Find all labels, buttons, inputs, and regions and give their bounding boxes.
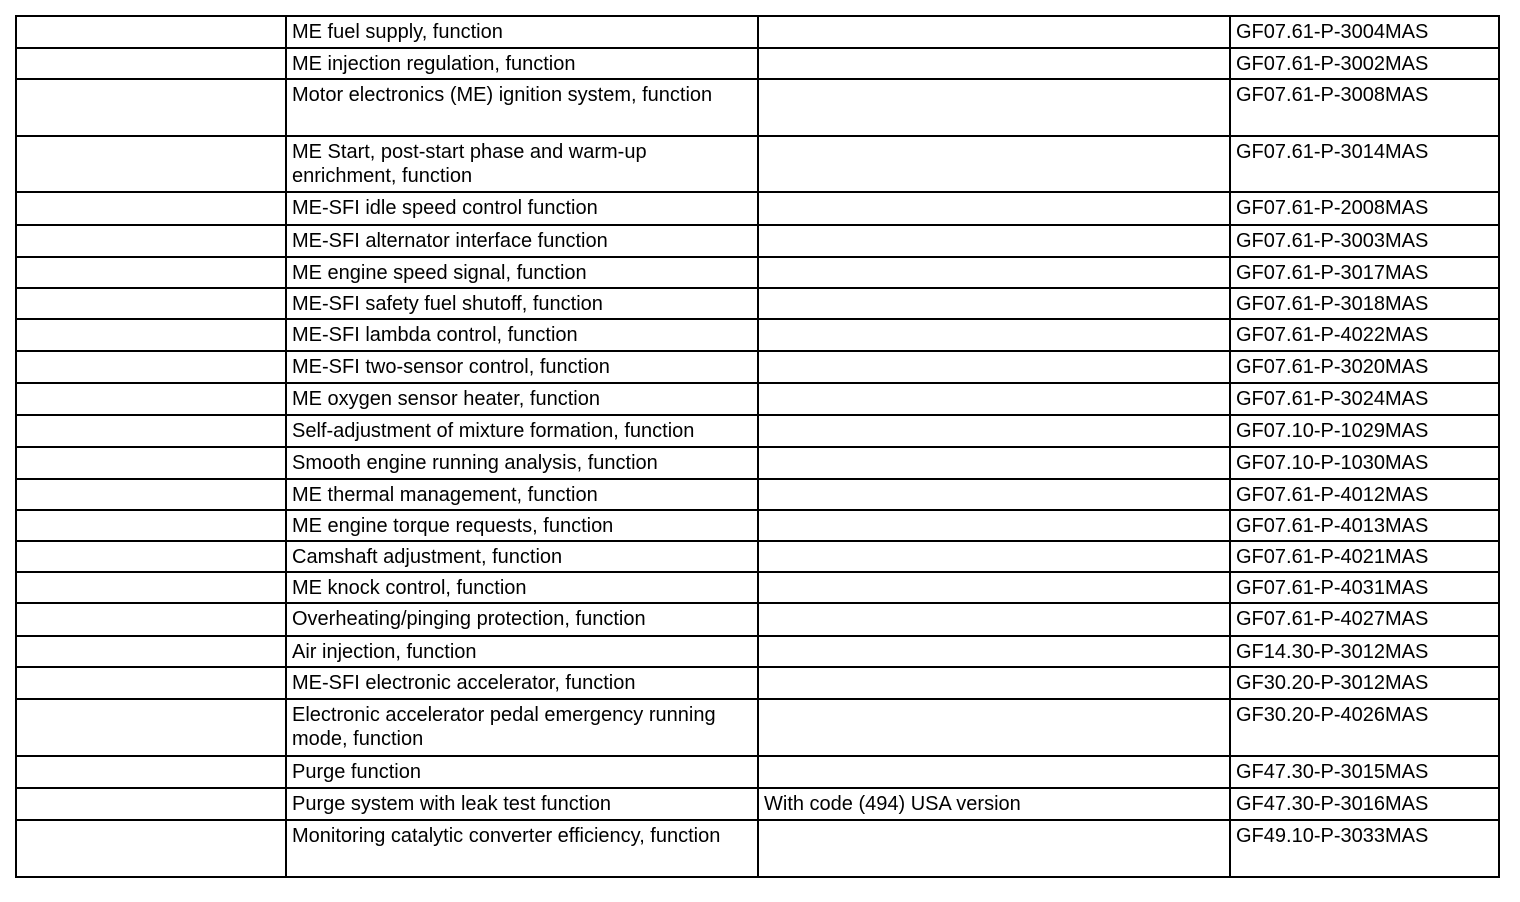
document-code-cell: GF14.30-P-3012MAS [1230,636,1499,667]
condition-cell [758,288,1230,319]
condition-cell [758,667,1230,699]
function-cell: ME Start, post-start phase and warm-up enrichment, function [286,136,758,192]
table-row [16,415,1499,447]
document-code-cell: GF07.61-P-3003MAS [1230,225,1499,257]
empty-cell [16,16,286,48]
function-cell: ME-SFI idle speed control function [286,192,758,225]
document-code-cell: GF07.61-P-3020MAS [1230,351,1499,383]
table-row [16,351,1499,383]
empty-cell [16,636,286,667]
table-row [16,136,1499,192]
document-code-cell: GF07.61-P-2008MAS [1230,192,1499,225]
document-code-cell: GF49.10-P-3033MAS [1230,820,1499,877]
document-code-cell: GF07.61-P-3004MAS [1230,16,1499,48]
empty-cell [16,603,286,636]
empty-cell [16,667,286,699]
table-row [16,820,1499,877]
empty-cell [16,192,286,225]
condition-cell [758,383,1230,415]
function-cell: ME engine torque requests, function [286,510,758,541]
document-code-cell: GF07.61-P-3018MAS [1230,288,1499,319]
function-cell: Overheating/pinging protection, function [286,603,758,636]
table-row [16,288,1499,319]
empty-cell [16,479,286,510]
function-cell: ME-SFI electronic accelerator, function [286,667,758,699]
document-code-cell: GF30.20-P-4026MAS [1230,699,1499,756]
empty-cell [16,351,286,383]
function-cell: Self-adjustment of mixture formation, function [286,415,758,447]
table-row [16,319,1499,351]
empty-cell [16,447,286,479]
condition-cell [758,79,1230,136]
function-cell: ME injection regulation, function [286,48,758,79]
function-cell: ME-SFI lambda control, function [286,319,758,351]
table-row [16,383,1499,415]
condition-cell [758,636,1230,667]
empty-cell [16,48,286,79]
function-cell: Electronic accelerator pedal emergency running mode, function [286,699,758,756]
table-row [16,257,1499,288]
document-code-cell: GF07.61-P-4013MAS [1230,510,1499,541]
table-row [16,447,1499,479]
function-cell: ME fuel supply, function [286,16,758,48]
table-row [16,48,1499,79]
document-code-cell: GF47.30-P-3015MAS [1230,756,1499,788]
function-cell: Camshaft adjustment, function [286,541,758,572]
document-code-cell: GF07.61-P-4027MAS [1230,603,1499,636]
function-cell: ME-SFI safety fuel shutoff, function [286,288,758,319]
function-document-table [15,15,1500,878]
function-cell: Purge function [286,756,758,788]
document-code-cell: GF07.61-P-4022MAS [1230,319,1499,351]
empty-cell [16,319,286,351]
table-row [16,225,1499,257]
function-cell: ME-SFI two-sensor control, function [286,351,758,383]
empty-cell [16,415,286,447]
table-row [16,788,1499,820]
document-code-cell: GF07.61-P-4021MAS [1230,541,1499,572]
function-cell: ME knock control, function [286,572,758,603]
table-row [16,79,1499,136]
document-code-cell: GF07.61-P-4031MAS [1230,572,1499,603]
condition-cell [758,225,1230,257]
table-body [16,16,1499,877]
function-cell: ME thermal management, function [286,479,758,510]
condition-cell [758,510,1230,541]
empty-cell [16,510,286,541]
condition-cell [758,447,1230,479]
empty-cell [16,383,286,415]
condition-cell: With code (494) USA version [758,788,1230,820]
function-cell: Motor electronics (ME) ignition system, function [286,79,758,136]
condition-cell [758,192,1230,225]
document-code-cell: GF07.61-P-3024MAS [1230,383,1499,415]
table-row [16,479,1499,510]
function-cell: Monitoring catalytic converter efficiency, function [286,820,758,877]
condition-cell [758,351,1230,383]
table-row [16,636,1499,667]
condition-cell [758,479,1230,510]
function-cell: ME engine speed signal, function [286,257,758,288]
document-code-cell: GF07.61-P-3008MAS [1230,79,1499,136]
function-cell: Purge system with leak test function [286,788,758,820]
document-code-cell: GF30.20-P-3012MAS [1230,667,1499,699]
function-cell: Air injection, function [286,636,758,667]
function-cell: ME-SFI alternator interface function [286,225,758,257]
condition-cell [758,48,1230,79]
document-code-cell: GF07.61-P-3002MAS [1230,48,1499,79]
table-row [16,572,1499,603]
empty-cell [16,820,286,877]
condition-cell [758,16,1230,48]
document-code-cell: GF47.30-P-3016MAS [1230,788,1499,820]
condition-cell [758,541,1230,572]
condition-cell [758,319,1230,351]
empty-cell [16,225,286,257]
document-code-cell: GF07.61-P-4012MAS [1230,479,1499,510]
condition-cell [758,699,1230,756]
table-row [16,603,1499,636]
empty-cell [16,136,286,192]
table-row [16,699,1499,756]
empty-cell [16,699,286,756]
condition-cell [758,257,1230,288]
condition-cell [758,415,1230,447]
table-row [16,16,1499,48]
empty-cell [16,79,286,136]
empty-cell [16,288,286,319]
condition-cell [758,572,1230,603]
empty-cell [16,257,286,288]
document-code-cell: GF07.61-P-3017MAS [1230,257,1499,288]
condition-cell [758,820,1230,877]
function-cell: Smooth engine running analysis, function [286,447,758,479]
empty-cell [16,788,286,820]
table-row [16,192,1499,225]
empty-cell [16,756,286,788]
empty-cell [16,541,286,572]
table-row [16,541,1499,572]
table-row [16,510,1499,541]
function-cell: ME oxygen sensor heater, function [286,383,758,415]
condition-cell [758,756,1230,788]
document-code-cell: GF07.10-P-1029MAS [1230,415,1499,447]
condition-cell [758,136,1230,192]
table-row [16,667,1499,699]
condition-cell [758,603,1230,636]
document-code-cell: GF07.10-P-1030MAS [1230,447,1499,479]
document-code-cell: GF07.61-P-3014MAS [1230,136,1499,192]
empty-cell [16,572,286,603]
table-row [16,756,1499,788]
